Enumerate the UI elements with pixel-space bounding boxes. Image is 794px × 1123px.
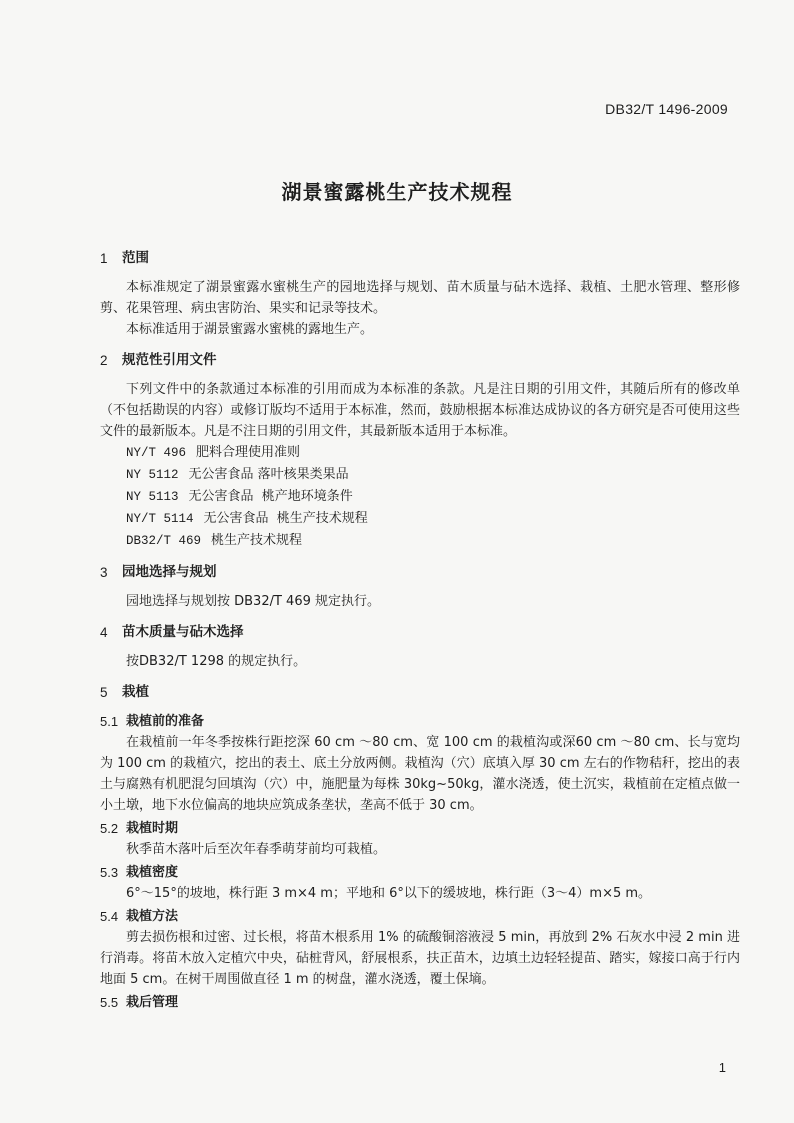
reference-code: NY 5113 [126, 490, 179, 504]
section-number: 2 [100, 353, 108, 368]
reference-item [126, 464, 740, 486]
subsection-heading-5-2 [100, 818, 740, 839]
subsection-title: 栽植前的准备 [126, 714, 205, 729]
paragraph: 6°～15°的坡地，株行距 3 m×4 m；平地和 6°以下的缓坡地，株行距（3～4）m×5 m。 [126, 886, 652, 901]
subsection-heading-5-5 [100, 992, 740, 1013]
reference-item [126, 486, 740, 508]
reference-item [126, 530, 740, 552]
paragraph: 按DB32/T 1298 的规定执行。 [126, 654, 307, 669]
paragraph: 下列文件中的条款通过本标准的引用而成为本标准的条款。凡是注日期的引用文件，其随后所有的修改单（不包括勘误的内容）或修订版均不适用于本标准，然而，鼓励根据本标准达成协议的各方研究是否可使用这些文件的最新版本。凡是不注日期的引用文件，其最新版本适用于本标准。 [100, 382, 740, 439]
section-title: 栽植 [122, 684, 149, 700]
section-number: 3 [100, 565, 108, 580]
reference-code: NY 5112 [126, 468, 179, 482]
subsection-number: 5.4 [100, 909, 119, 924]
subsection-heading-5-1 [100, 711, 740, 732]
subsection-title: 栽植密度 [126, 865, 179, 880]
reference-code: NY/T 496 [126, 446, 187, 460]
section-title: 规范性引用文件 [122, 352, 217, 368]
section-title: 范围 [122, 250, 149, 266]
paragraph: 剪去损伤根和过密、过长根，将苗木根系用 1% 的硫酸铜溶液浸 5 min，再放到 2% 石灰水中浸 2 min 进行消毒。将苗木放入定植穴中央，砧桩背风，舒展根系，扶正苗木，边填土边轻轻提苗、踏实，嫁接口高于行内地面 5 cm。在树干周围做直径 1 m 的树盘，灌水浇透，覆土保墒。 [100, 930, 740, 987]
reference-name: 无公害食品 桃生产技术规程 [203, 511, 368, 526]
reference-code: NY/T 5114 [126, 512, 194, 526]
subsection-heading-5-3 [100, 862, 740, 883]
paragraph: 园地选择与规划按 DB32/T 469 规定执行。 [126, 594, 381, 609]
section-number: 5 [100, 685, 108, 700]
section-heading-3 [100, 562, 740, 583]
document-id: DB32/T 1496-2009 [605, 101, 728, 117]
paragraph: 本标准适用于湖景蜜露水蜜桃的露地生产。 [126, 322, 374, 337]
subsection-title: 栽植方法 [126, 909, 179, 924]
reference-name: 肥料合理使用准则 [196, 445, 301, 460]
subsection-title: 栽后管理 [126, 995, 179, 1010]
subsection-number: 5.3 [100, 865, 119, 880]
reference-name: 无公害食品 桃产地环境条件 [188, 489, 353, 504]
subsection-title: 栽植时期 [126, 821, 179, 836]
paragraph: 在栽植前一年冬季按株行距挖深 60 cm ～80 cm、宽 100 cm 的栽植沟或深60 cm ～80 cm、长与宽均为 100 cm 的栽植穴，挖出的表土、底土分放两侧。栽植沟（穴）底填入厚 30 cm 左右的作物秸秆，挖出的表土与腐熟有机肥混匀回填沟（穴）中，施肥量为每株 30kg~50kg，灌水浇透，使土沉实，栽植前在定植点做一小土墩，地下水位偏高的地块应筑成条垄状，垄高不低于 30 cm。 [100, 735, 740, 813]
section-title: 园地选择与规划 [122, 564, 217, 580]
section-heading-4 [100, 622, 740, 643]
section-title: 苗木质量与砧木选择 [122, 624, 244, 640]
document-body [100, 248, 740, 1013]
section-number: 4 [100, 625, 108, 640]
subsection-heading-5-4 [100, 906, 740, 927]
section-heading-5 [100, 682, 740, 703]
reference-item [126, 508, 740, 530]
section-number: 1 [100, 251, 108, 266]
subsection-number: 5.2 [100, 821, 119, 836]
subsection-number: 5.1 [100, 714, 119, 729]
document-title: 湖景蜜露桃生产技术规程 [281, 180, 513, 204]
paragraph: 本标准规定了湖景蜜露水蜜桃生产的园地选择与规划、苗木质量与砧木选择、栽植、土肥水管理、整形修剪、花果管理、病虫害防治、果实和记录等技术。 [100, 280, 740, 316]
reference-item [126, 442, 740, 464]
subsection-number: 5.5 [100, 995, 119, 1010]
reference-name: 无公害食品 落叶核果类果品 [188, 467, 349, 482]
section-heading-2 [100, 350, 740, 371]
section-heading-1 [100, 248, 740, 269]
reference-code: DB32/T 469 [126, 534, 202, 548]
reference-name: 桃生产技术规程 [211, 533, 303, 548]
page-number: 1 [718, 1060, 726, 1075]
paragraph: 秋季苗木落叶后至次年春季萌芽前均可栽植。 [126, 842, 387, 857]
